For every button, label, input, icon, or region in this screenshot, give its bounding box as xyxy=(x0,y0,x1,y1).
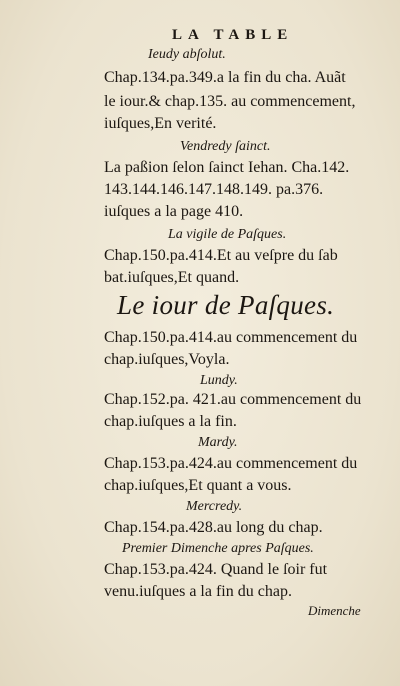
entry-text: Chap.154.pa.428.au long du chap. xyxy=(104,519,323,536)
entry-heading: Ieudy abſolut. xyxy=(148,47,226,62)
entry-text: Chap.150.pa.414.Et au veſpre du ſab xyxy=(104,247,338,264)
entry-text: le iour.& chap.135. au commencement, xyxy=(104,93,356,110)
entry-heading: Lundy. xyxy=(200,373,238,388)
entry-text: Chap.153.pa.424. Quand le ſoir fut xyxy=(104,561,328,578)
running-title: LA TABLE xyxy=(172,27,294,43)
entry-text: iuſques a la page 410. xyxy=(104,203,244,220)
entry-text: bat.iuſques,Et quand. xyxy=(104,269,240,286)
entry-text: Chap.134.pa.349.a la fin du cha. Auãt xyxy=(104,69,346,86)
entry-heading: La vigile de Paſques. xyxy=(168,227,287,242)
entry-heading: Mardy. xyxy=(198,435,238,450)
entry-text: chap.iuſques,Voyla. xyxy=(104,351,230,368)
entry-text: Chap.152.pa. 421.au commencement du xyxy=(104,391,362,408)
entry-text: venu.iuſques a la fin du chap. xyxy=(104,583,292,600)
entry-heading: Mercredy. xyxy=(186,499,243,514)
catchword: Dimenche xyxy=(308,603,361,618)
entry-text: La paßion ſelon ſainct Iehan. Cha.142. xyxy=(104,159,350,176)
entry-text: 143.144.146.147.148.149. pa.376. xyxy=(104,181,324,198)
entry-text: iuſques,En verité. xyxy=(104,115,217,132)
entry-text: Chap.150.pa.414.au commencement du xyxy=(104,329,358,346)
entry-heading: Premier Dimenche apres Paſques. xyxy=(122,541,314,556)
section-heading: Le iour de Paſques. xyxy=(117,290,335,320)
entry-text: chap.iuſques a la fin. xyxy=(104,413,237,430)
entry-text: chap.iuſques,Et quant a vous. xyxy=(104,477,292,494)
entry-heading: Vendredy ſainct. xyxy=(180,139,271,154)
entry-text: Chap.153.pa.424.au commencement du xyxy=(104,455,358,472)
